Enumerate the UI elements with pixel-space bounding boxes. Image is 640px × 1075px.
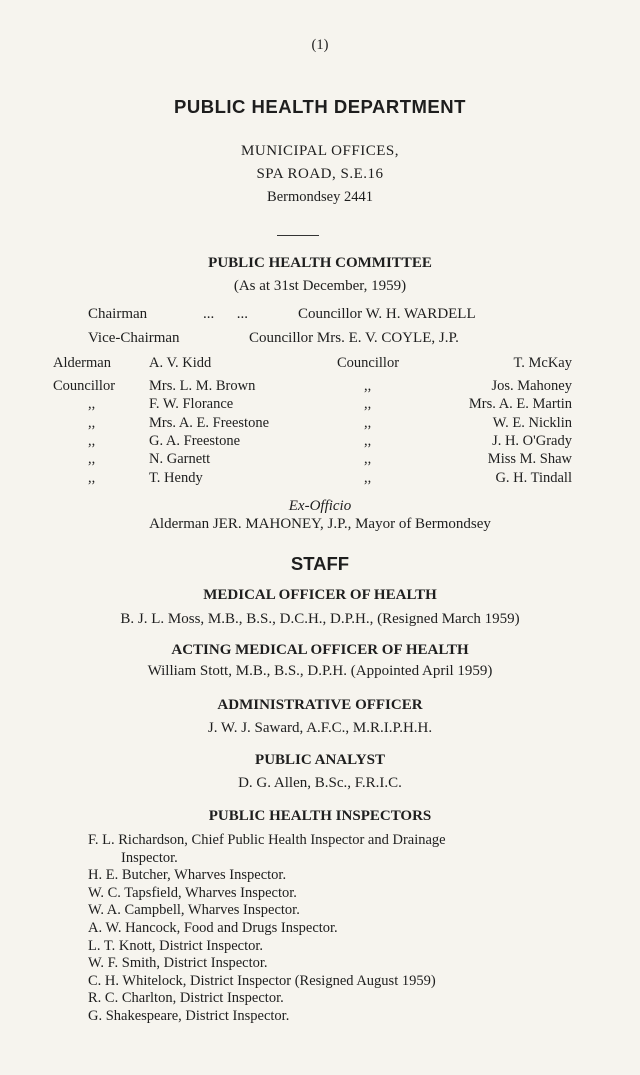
- ex-officio-member: Alderman JER. MAHONEY, J.P., Mayor of Bermondsey: [149, 516, 491, 532]
- member-name: Mrs. L. M. Brown: [149, 378, 256, 394]
- address-line-2: SPA ROAD, S.E.16: [256, 166, 384, 182]
- member-title: ,,: [88, 396, 96, 412]
- telephone: Bermondsey 2441: [267, 189, 373, 205]
- admin-officer-name: J. W. J. Saward, A.F.C., M.R.I.P.H.H.: [207, 720, 433, 736]
- inspectors-heading: PUBLIC HEALTH INSPECTORS: [208, 808, 432, 824]
- list-item: W. A. Campbell, Wharves Inspector.: [88, 902, 300, 919]
- acting-moh-heading: ACTING MEDICAL OFFICER OF HEALTH: [171, 642, 469, 658]
- member-title: ,,: [364, 396, 372, 412]
- member-name: T. Hendy: [149, 470, 203, 486]
- address-line-1: MUNICIPAL OFFICES,: [241, 143, 399, 159]
- moh-name: B. J. L. Moss, M.B., B.S., D.C.H., D.P.H., (Resigned March 1959): [120, 611, 520, 627]
- member-title: ,,: [364, 433, 372, 449]
- list-item: A. W. Hancock, Food and Drugs Inspector.: [88, 919, 338, 936]
- analyst-name: D. G. Allen, B.Sc., F.R.I.C.: [238, 775, 402, 791]
- member-name: Mrs. A. E. Martin: [468, 396, 572, 412]
- member-name: J. H. O'Grady: [492, 433, 572, 449]
- chairman-dots: ... ...: [203, 306, 248, 322]
- member-name: Mrs. A. E. Freestone: [149, 415, 270, 431]
- member-title: Alderman: [53, 355, 111, 371]
- committee-heading: PUBLIC HEALTH COMMITTEE: [208, 255, 432, 271]
- member-title: Councillor: [337, 355, 400, 371]
- list-item: F. L. Richardson, Chief Public Health Inspector and Drainage: [88, 832, 446, 848]
- list-item: W. C. Tapsfield, Wharves Inspector.: [88, 884, 297, 901]
- analyst-heading: PUBLIC ANALYST: [255, 752, 385, 768]
- member-title: ,,: [88, 433, 96, 449]
- vice-chairman-label: Vice-Chairman: [88, 330, 180, 346]
- list-item: W. F. Smith, District Inspector.: [88, 955, 268, 972]
- list-item: G. Shakespeare, District Inspector.: [88, 1007, 290, 1024]
- chairman-label: Chairman: [88, 306, 148, 322]
- department-title: PUBLIC HEALTH DEPARTMENT: [174, 96, 466, 117]
- member-name: G. A. Freestone: [149, 433, 241, 449]
- divider-rule: [277, 235, 319, 236]
- list-item: Inspector.: [121, 849, 178, 866]
- inspectors-list: [88, 832, 588, 1026]
- vice-chairman-name: Councillor Mrs. E. V. COYLE, J.P.: [249, 330, 459, 346]
- ex-officio-label: Ex-Officio: [288, 498, 352, 514]
- member-name: Miss M. Shaw: [487, 451, 572, 467]
- member-title: ,,: [364, 451, 372, 467]
- member-name: T. McKay: [513, 355, 572, 371]
- list-item: R. C. Charlton, District Inspector.: [88, 990, 284, 1007]
- member-name: W. E. Nicklin: [492, 415, 572, 431]
- member-name: N. Garnett: [149, 451, 211, 467]
- page-number: (1): [311, 37, 329, 53]
- member-title: ,,: [88, 470, 96, 486]
- member-title: ,,: [364, 415, 372, 431]
- list-item: L. T. Knott, District Inspector.: [88, 937, 264, 954]
- member-title: ,,: [364, 378, 372, 394]
- staff-heading: STAFF: [290, 553, 350, 574]
- member-name: Jos. Mahoney: [491, 378, 572, 394]
- member-title: Councillor: [53, 378, 116, 394]
- list-item: C. H. Whitelock, District Inspector (Resigned August 1959): [88, 972, 436, 989]
- chairman-name: Councillor W. H. WARDELL: [298, 306, 476, 322]
- member-title: ,,: [88, 415, 96, 431]
- acting-moh-name: William Stott, M.B., B.S., D.P.H. (Appointed April 1959): [147, 663, 493, 679]
- member-name: G. H. Tindall: [495, 470, 572, 486]
- moh-heading: MEDICAL OFFICER OF HEALTH: [203, 587, 437, 603]
- committee-date: (As at 31st December, 1959): [233, 278, 407, 294]
- list-item: H. E. Butcher, Wharves Inspector.: [88, 867, 287, 884]
- admin-officer-heading: ADMINISTRATIVE OFFICER: [217, 697, 423, 713]
- member-title: ,,: [364, 470, 372, 486]
- member-title: ,,: [88, 451, 96, 467]
- member-name: A. V. Kidd: [149, 355, 212, 371]
- member-name: F. W. Florance: [149, 396, 234, 412]
